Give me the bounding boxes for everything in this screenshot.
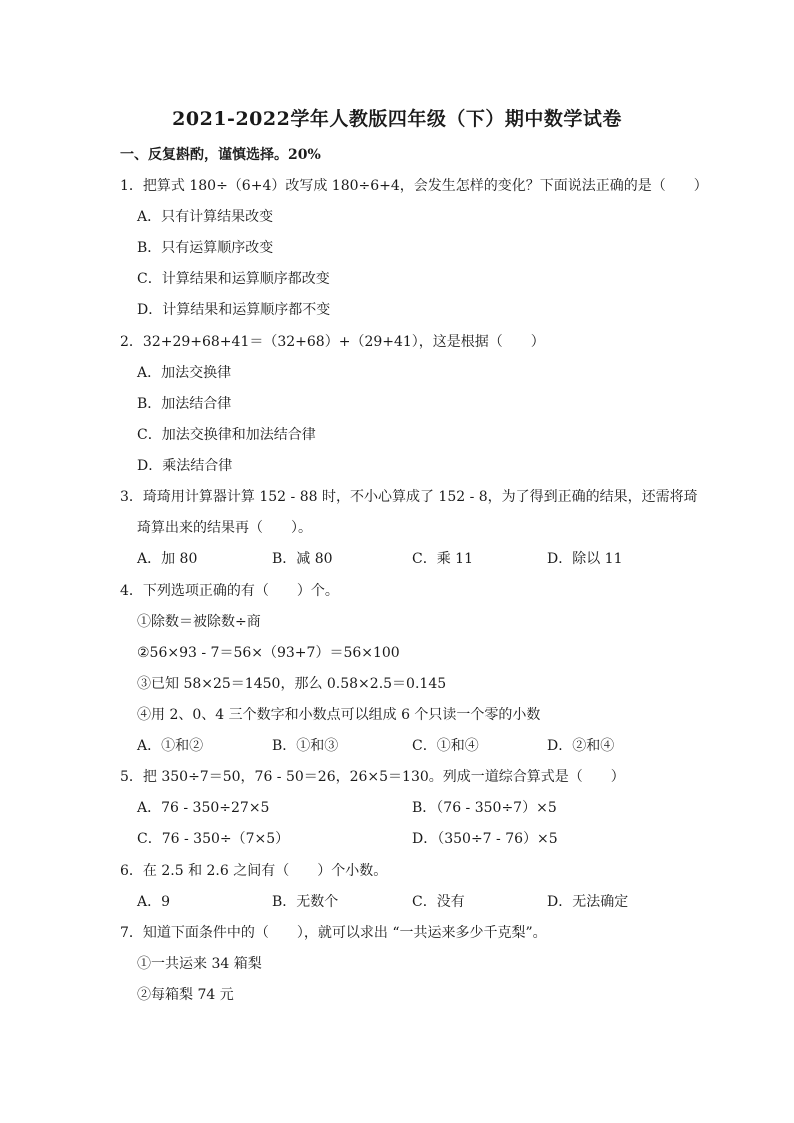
question-4-option-b: B．①和③ — [272, 738, 339, 754]
question-6-option-c: C．没有 — [412, 894, 465, 910]
question-7-item-1: ①一共运来 34 箱梨 — [137, 956, 262, 972]
page-title: 2021-2022学年人教版四年级（下）期中数学试卷 — [172, 108, 622, 130]
question-6-option-d: D．无法确定 — [547, 894, 629, 910]
question-6-stem: 6．在 2.5 和 2.6 之间有（ ）个小数。 — [120, 863, 388, 879]
question-4-stem: 4．下列选项正确的有（ ）个。 — [120, 583, 339, 599]
question-4-option-a: A．①和② — [137, 738, 204, 754]
question-1-option-d: D．计算结果和运算顺序都不变 — [137, 302, 331, 318]
question-4-option-c: C．①和④ — [412, 738, 479, 754]
question-2-option-d: D．乘法结合律 — [137, 458, 233, 474]
question-5-stem: 5．把 350÷7＝50，76 - 50＝26，26×5＝130。列成一道综合算式是（ ） — [120, 769, 625, 785]
question-3-option-a: A．加 80 — [137, 551, 198, 567]
question-4-item-2: ②56×93 - 7＝56×（93+7）＝56×100 — [137, 645, 400, 661]
question-2-option-b: B．加法结合律 — [137, 396, 232, 412]
question-3-option-d: D．除以 11 — [547, 551, 623, 567]
question-6-option-a: A．9 — [137, 894, 171, 910]
question-7-item-2: ②每箱梨 74 元 — [137, 987, 234, 1003]
question-1-option-a: A．只有计算结果改变 — [137, 209, 274, 225]
question-3-stem-line-1: 3．琦琦用计算器计算 152 - 88 时，不小心算成了 152 - 8，为了得到正确的结果，还需将琦 — [120, 489, 698, 505]
question-4-item-1: ①除数＝被除数÷商 — [137, 614, 261, 630]
question-3-option-b: B．减 80 — [272, 551, 333, 567]
question-5-option-d: D．（350÷7 - 76）×5 — [412, 831, 558, 847]
question-4-item-4: ④用 2、0、4 三个数字和小数点可以组成 6 个只读一个零的小数 — [137, 707, 541, 723]
question-3-option-c: C．乘 11 — [412, 551, 473, 567]
question-4-item-3: ③已知 58×25＝1450，那么 0.58×2.5＝0.145 — [137, 676, 447, 692]
question-5-option-c: C．76 - 350÷（7×5） — [137, 831, 290, 847]
question-7-stem: 7．知道下面条件中的（ ），就可以求出 “一共运来多少千克梨”。 — [120, 925, 547, 941]
question-2-option-a: A．加法交换律 — [137, 365, 232, 381]
question-5-option-a: A．76 - 350÷27×5 — [137, 800, 270, 816]
question-1-option-c: C．计算结果和运算顺序都改变 — [137, 271, 330, 287]
question-6-option-b: B．无数个 — [272, 894, 339, 910]
question-3-stem-line-2: 琦算出来的结果再（ ）。 — [137, 520, 312, 536]
question-4-option-d: D．②和④ — [547, 738, 615, 754]
question-1-option-b: B．只有运算顺序改变 — [137, 240, 274, 256]
question-5-option-b: B．（76 - 350÷7）×5 — [412, 800, 557, 816]
section-heading: 一、反复斟酌，谨慎选择。20% — [120, 147, 321, 163]
question-2-option-c: C．加法交换律和加法结合律 — [137, 427, 316, 443]
question-1-stem: 1．把算式 180÷（6+4）改写成 180÷6+4，会发生怎样的变化？下面说法正确的是（ ） — [120, 178, 708, 194]
question-2-stem: 2．32+29+68+41＝（32+68）+（29+41），这是根据（ ） — [120, 334, 545, 350]
